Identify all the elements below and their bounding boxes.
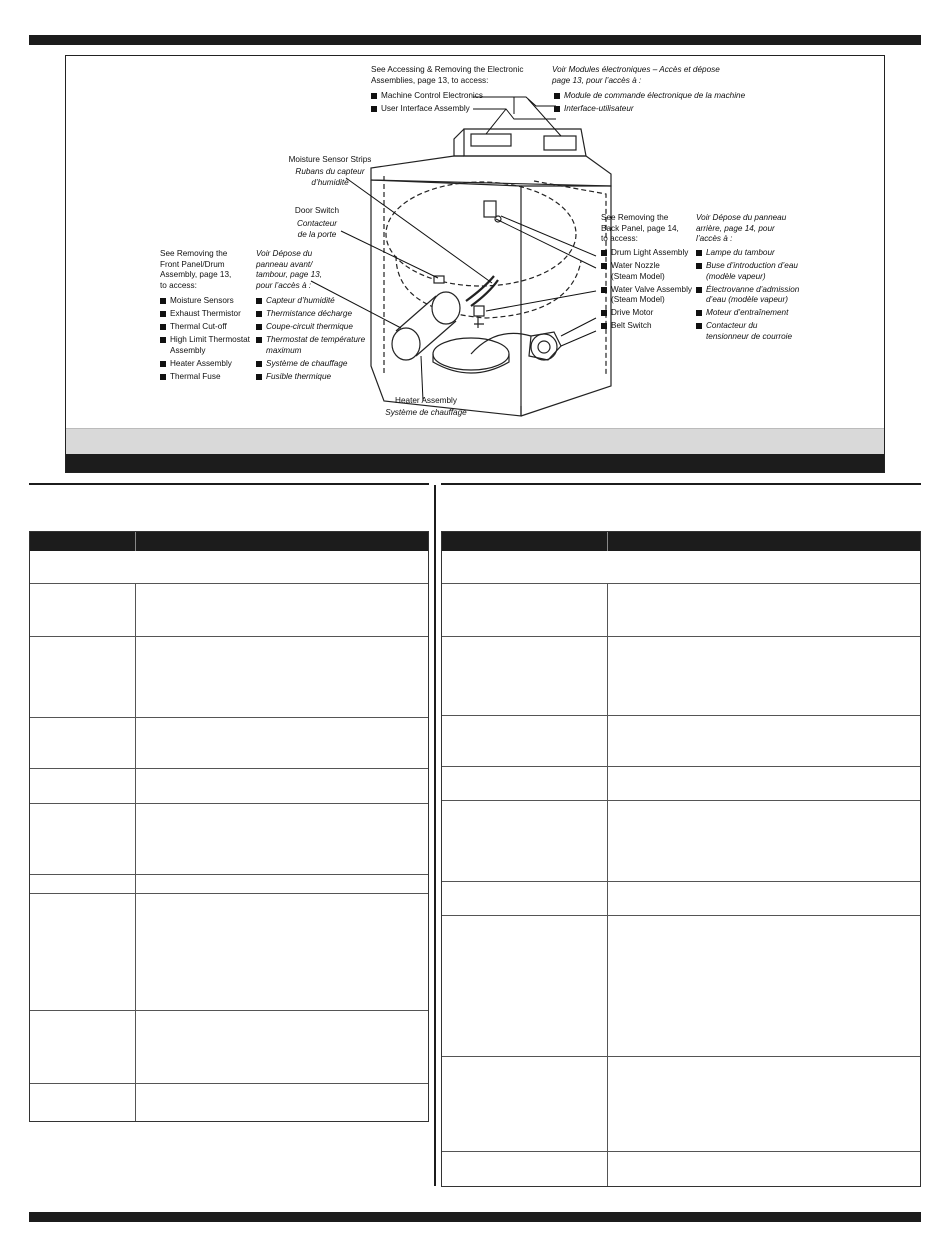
- list-item: Coupe-circuit thermique: [256, 322, 365, 333]
- list-item: Thermistance décharge: [256, 309, 365, 320]
- table-row: [30, 1084, 428, 1121]
- table-row: [30, 718, 428, 769]
- table-row: [30, 894, 428, 1011]
- table-row: [442, 584, 920, 637]
- left-section-rule: [29, 483, 429, 485]
- list-item: Système de chauffage: [256, 359, 365, 370]
- table-row: [30, 1011, 428, 1084]
- electronic-items-en: [371, 91, 483, 117]
- front-access-label-en: See Removing the Front Panel/Drum Assembly, page 13, to access:: [160, 249, 232, 290]
- list-item: Exhaust Thermistor: [160, 309, 250, 320]
- table-row: [442, 801, 920, 882]
- list-item: Drum Light Assembly: [601, 248, 692, 259]
- table-row: [442, 716, 920, 767]
- list-item: High Limit Thermostat Assembly: [160, 335, 250, 356]
- front-access-label-fr: Voir Dépose du panneau avant/ tambour, page 13, pour l’accès à :: [256, 249, 323, 290]
- back-access-label-fr: Voir Dépose du panneau arrière, page 14, pour l’accès à :: [696, 213, 787, 243]
- table-row: [442, 916, 920, 1057]
- list-item: Lampe du tambour: [696, 248, 799, 259]
- list-item: Heater Assembly: [160, 359, 250, 370]
- table-header: [442, 532, 920, 551]
- list-item: Fusible thermique: [256, 372, 365, 383]
- table-section-band: [30, 551, 428, 584]
- component-location-figure: [65, 55, 885, 473]
- list-item: Water Nozzle (Steam Model): [601, 261, 692, 282]
- moisture-strips-label-fr: Rubans du capteur d’humidité: [295, 167, 365, 187]
- table-header: [30, 532, 428, 551]
- table-row: [442, 637, 920, 716]
- heater-assembly-label-en: Heater Assembly: [395, 396, 457, 405]
- list-item: Capteur d’humidité: [256, 296, 365, 307]
- list-item: Buse d’introduction d’eau (modèle vapeur): [696, 261, 799, 282]
- electronic-access-label-en: See Accessing & Removing the Electronic Assemblies, page 13, to access:: [371, 65, 524, 85]
- back-items-fr: [696, 248, 799, 345]
- table-section-band: [442, 551, 920, 584]
- heater-assembly-label-fr: Système de chauffage: [385, 408, 467, 417]
- list-item: Belt Switch: [601, 321, 692, 332]
- table-row: [30, 637, 428, 718]
- right-table: [441, 531, 921, 1187]
- list-item: Thermostat de température maximum: [256, 335, 365, 356]
- top-rule: [29, 35, 921, 45]
- list-item: Interface-utilisateur: [554, 104, 745, 115]
- table-row: [30, 769, 428, 804]
- right-section-rule: [441, 483, 921, 485]
- door-switch-label-fr: Contacteur de la porte: [296, 219, 338, 239]
- column-divider: [434, 485, 436, 1186]
- table-row: [442, 1152, 920, 1186]
- table-row: [30, 804, 428, 875]
- list-item: Thermal Fuse: [160, 372, 250, 383]
- front-items-fr: [256, 296, 365, 385]
- figure-footer-bar: [66, 454, 884, 473]
- list-item: Contacteur du tensionneur de courroie: [696, 321, 799, 342]
- table-row: [442, 882, 920, 916]
- list-item: Module de commande électronique de la machine: [554, 91, 745, 102]
- door-switch-label-en: Door Switch: [294, 206, 340, 215]
- list-item: Moteur d’entraînement: [696, 308, 799, 319]
- left-table: [29, 531, 429, 1122]
- list-item: User Interface Assembly: [371, 104, 483, 115]
- list-item: Water Valve Assembly (Steam Model): [601, 285, 692, 306]
- back-items-en: [601, 248, 692, 334]
- electronic-items-fr: [554, 91, 745, 117]
- table-row: [442, 1057, 920, 1152]
- list-item: Électrovanne d’admission d’eau (modèle vapeur): [696, 285, 799, 306]
- moisture-strips-label-en: Moisture Sensor Strips: [288, 155, 372, 164]
- front-items-en: [160, 296, 250, 385]
- list-item: Thermal Cut-off: [160, 322, 250, 333]
- table-row: [442, 767, 920, 801]
- bottom-rule: [29, 1212, 921, 1222]
- list-item: Moisture Sensors: [160, 296, 250, 307]
- list-item: Machine Control Electronics: [371, 91, 483, 102]
- electronic-access-label-fr: Voir Modules électroniques – Accès et dépose page 13, pour l’accès à :: [552, 65, 720, 85]
- table-row: [30, 875, 428, 894]
- list-item: Drive Motor: [601, 308, 692, 319]
- back-access-label-en: See Removing the Back Panel, page 14, to access:: [601, 213, 679, 243]
- table-row: [30, 584, 428, 637]
- figure-caption-band: [66, 428, 884, 455]
